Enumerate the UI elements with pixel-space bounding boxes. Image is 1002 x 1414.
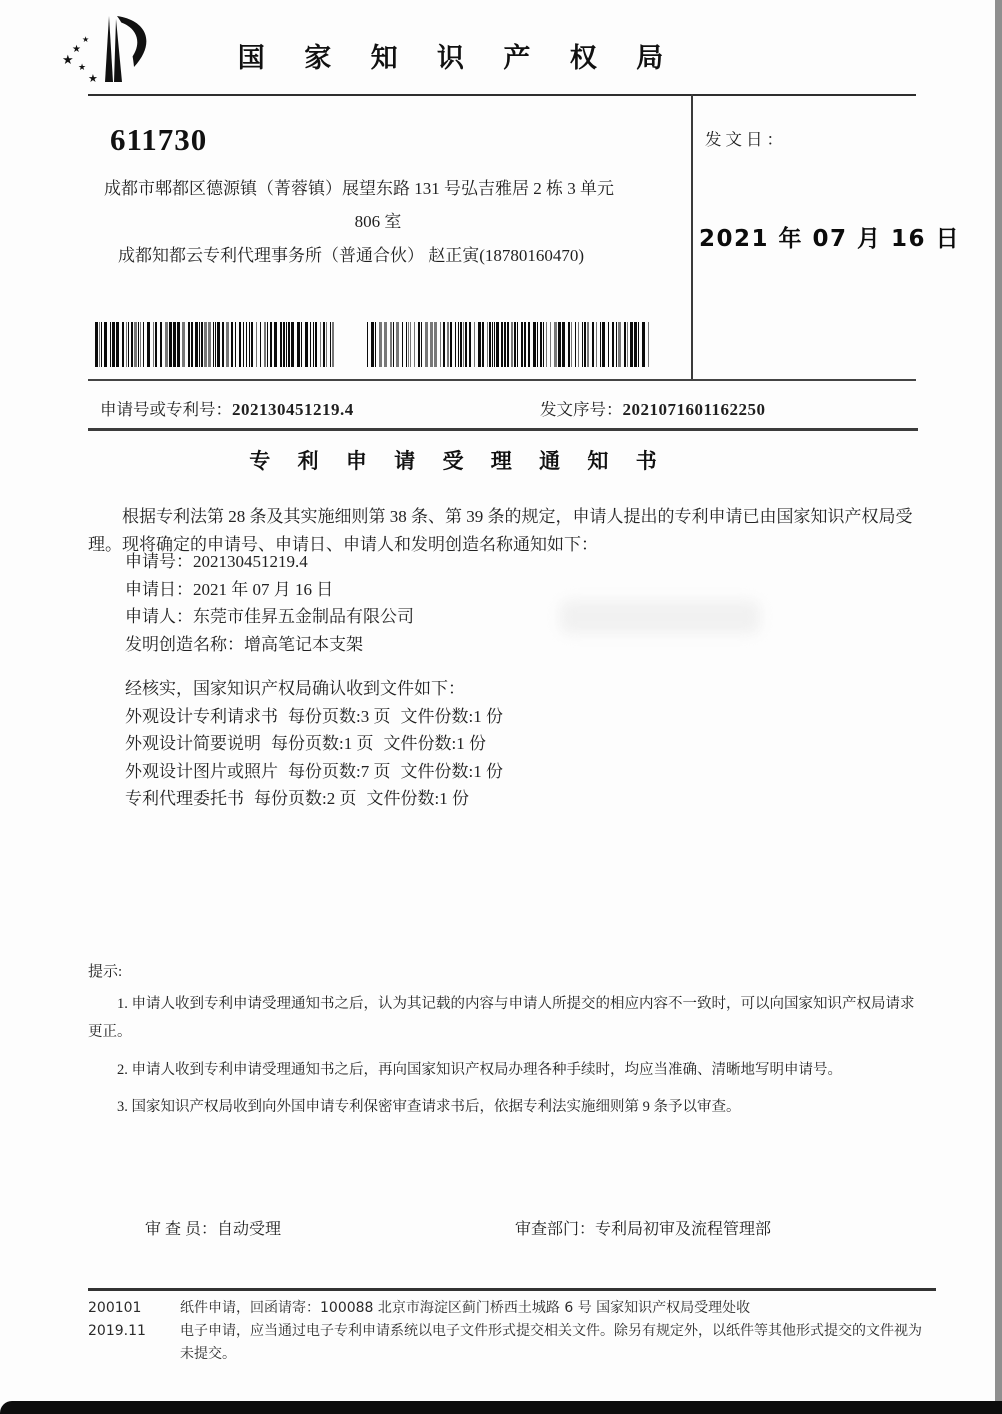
file-pages: 每份页数:1 页 [271, 734, 374, 753]
file-copies: 文件份数:1 份 [400, 706, 503, 726]
agency-title: 国 家 知 识 产 权 局 [237, 43, 679, 74]
tips-label: 提示: [88, 964, 123, 980]
received-file-row [125, 758, 513, 786]
field-filing-date [125, 576, 414, 604]
received-file-row [125, 785, 513, 813]
electronic-filing-note: 电子申请，应当通过电子专利申请系统以电子文件形式提交相关文件。除另有规定外，以纸件等其他形式提交的文件视为未提交。 [180, 1323, 922, 1362]
address-line-1: 成都市郫都区德源镇（菁蓉镇）展望东路 131 号弘吉雅居 2 栋 3 单元 [104, 179, 614, 198]
notice-intro-paragraph: 根据专利法第 28 条及其实施细则第 38 条、第 39 条的规定，申请人提出的专利申请已由国家知识产权局受理。现将确定的申请号、申请日、申请人和发明创造名称通知如下： [88, 507, 913, 554]
application-fields [125, 548, 414, 658]
field-label: 发明创造名称： [125, 634, 244, 654]
field-label: 申请号： [125, 552, 193, 571]
examining-department [515, 1216, 771, 1239]
tip-item-3: 3. 国家知识产权局收到向外国申请专利保密审查请求书后，依据专利法实施细则第 9 条予以审查。 [117, 1098, 741, 1115]
examiner [145, 1216, 281, 1239]
field-label: 申请日： [125, 579, 193, 599]
address-box-bottom-rule [88, 379, 916, 381]
footer-row-electronic [88, 1320, 938, 1366]
field-application-number [125, 548, 414, 576]
tip-item-2: 2. 申请人收到专利申请受理通知书之后，再向国家知识产权局办理各种手续时，均应当准确、清晰地写明申请号。 [117, 1061, 842, 1078]
file-pages: 每份页数:7 页 [288, 761, 391, 781]
form-code: 200101 [88, 1300, 142, 1316]
file-copies: 文件份数:1 份 [366, 789, 469, 808]
file-copies: 文件份数:1 份 [400, 761, 503, 781]
field-value: 2021 年 07 月 16 日 [193, 579, 334, 599]
dispatch-serial [540, 396, 766, 420]
footer-rule [88, 1288, 936, 1291]
scan-smudge-artifact [560, 600, 760, 634]
tip-item-1: 1. 申请人收到专利申请受理通知书之后，认为其记载的内容与申请人所提交的相应内容不一致时，可以向国家知识产权局请求更正。 [88, 996, 915, 1041]
received-files-block [125, 675, 513, 813]
svg-text:★: ★ [72, 44, 81, 55]
address-dispatch-divider [691, 94, 693, 381]
tips-section [88, 960, 924, 1121]
file-copies: 文件份数:1 份 [383, 734, 486, 753]
svg-text:★: ★ [82, 35, 90, 44]
application-number-value: 202130451219.4 [232, 400, 354, 419]
department-value: 专利局初审及流程管理部 [595, 1221, 772, 1238]
field-applicant [125, 603, 414, 631]
department-label: 审查部门： [515, 1221, 596, 1238]
field-label: 申请人： [125, 607, 193, 626]
file-name: 外观设计简要说明 [125, 734, 261, 753]
examiner-value: 自动受理 [217, 1221, 282, 1238]
footer-block [88, 1297, 938, 1366]
received-intro: 经核实，国家知识产权局确认收到文件如下： [125, 679, 465, 698]
scan-edge-strip [995, 0, 1002, 1414]
barcode-right [367, 322, 653, 367]
postal-code: 611730 [110, 122, 208, 157]
section-rule [88, 428, 918, 431]
recipient-line: 成都知都云专利代理事务所（普通合伙） 赵正寅(18780160470) [118, 246, 585, 265]
examiner-label: 审 查 员： [145, 1221, 218, 1238]
dispatch-date-value: 2021 年 07 月 16 日 [699, 226, 961, 252]
notice-title: 专 利 申 请 受 理 通 知 书 [249, 449, 667, 473]
field-value: 增高笔记本支架 [244, 634, 363, 654]
field-value: 东莞市佳昇五金制品有限公司 [193, 607, 414, 626]
svg-text:★: ★ [62, 53, 74, 68]
application-number [100, 396, 354, 420]
header-rule [88, 94, 916, 96]
file-pages: 每份页数:3 页 [288, 706, 391, 726]
received-file-row [125, 730, 513, 758]
field-invention-title [125, 631, 414, 659]
form-version: 2019.11 [88, 1323, 146, 1339]
field-value: 202130451219.4 [193, 552, 308, 571]
address-line-2: 806 室 [354, 212, 402, 231]
svg-text:★: ★ [78, 63, 87, 73]
file-name: 外观设计图片或照片 [125, 761, 278, 781]
dispatch-date-label: 发文日： [705, 130, 787, 149]
dispatch-serial-value: 2021071601162250 [622, 400, 766, 419]
mailing-address-block [88, 122, 688, 266]
application-number-label: 申请号或专利号： [100, 400, 232, 419]
footer-row-paper [88, 1297, 938, 1320]
svg-text:★: ★ [88, 72, 98, 85]
paper-filing-note: 纸件申请，回函请寄：100088 北京市海淀区蓟门桥西土城路 6 号 国家知识产权局受理处收 [180, 1300, 751, 1316]
file-name: 外观设计专利请求书 [125, 706, 278, 726]
dispatch-serial-label: 发文序号： [540, 400, 623, 419]
file-pages: 每份页数:2 页 [254, 789, 357, 808]
received-file-row [125, 703, 513, 731]
barcode-left [95, 322, 337, 367]
file-name: 专利代理委托书 [125, 789, 244, 808]
scan-bottom-bar [0, 1401, 1002, 1414]
